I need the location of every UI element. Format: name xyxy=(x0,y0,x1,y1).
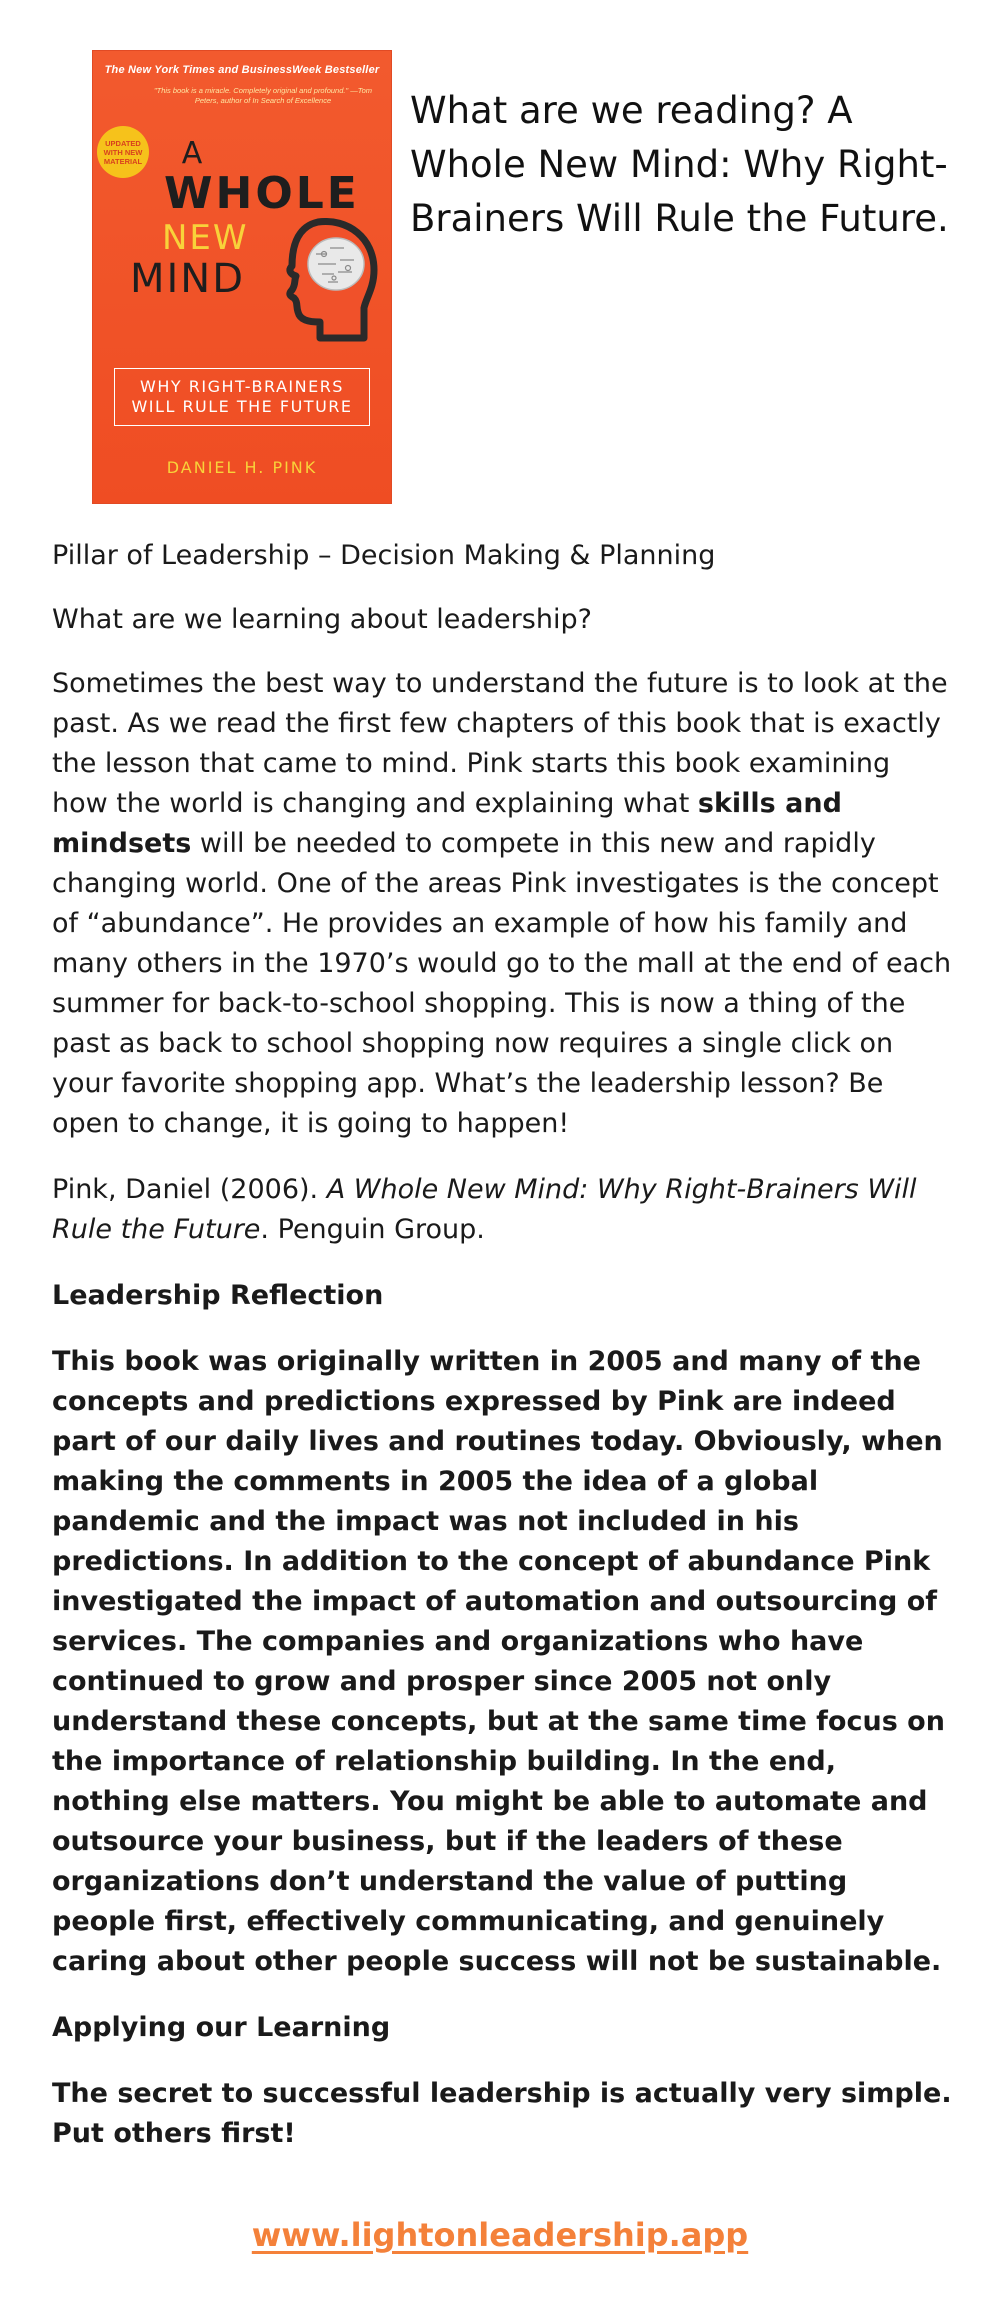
citation-author: Pink, Daniel (2006). xyxy=(52,1174,327,1205)
citation-publisher: . Penguin Group. xyxy=(260,1214,485,1245)
article-body xyxy=(52,536,952,2180)
applying-text: The secret to successful leadership is actually very simple. Put others first! xyxy=(52,2078,952,2149)
pillar-label: Pillar of Leadership – Decision Making & Planning xyxy=(52,540,716,571)
cover-bestseller-banner: The New York Times and BusinessWeek Bestseller xyxy=(104,64,380,76)
body-text-part1: Sometimes the best way to understand the future is to look at the past. As we read the first few chapters of this book that is exactly the lesson that came to mind. Pink starts this book examining how the world is changing and explaining what xyxy=(52,668,948,819)
cover-title-whole: WHOLE xyxy=(164,168,360,219)
body-paragraph xyxy=(52,664,952,1144)
cover-author: DANIEL H. PINK xyxy=(166,458,318,477)
website-link[interactable]: www.lightonleadership.app xyxy=(251,2216,749,2254)
head-profile-icon xyxy=(278,218,378,342)
citation xyxy=(52,1170,952,1250)
body-bold-phrase: skills and mindsets xyxy=(52,788,842,859)
cover-subtitle-box xyxy=(114,368,370,426)
book-cover-image xyxy=(92,50,392,504)
reflection-heading: Leadership Reflection xyxy=(52,1280,384,1311)
reflection-text: This book was originally written in 2005 and many of the concepts and predictions expressed by Pink are indeed part of our daily lives and routines today. Obviously, when making the comments in 2005 the idea of a global pandemic and the impact was not included in his predictions. In addition to the concept of abundance Pink investigated the impact of automation and outsourcing of services. The companies and organizations who have continued to grow and prosper since 2005 not only understand these concepts, but at the same time focus on the importance of relationship building. In the end, nothing else matters. You might be able to automate and outsource your business, but if the leaders of these organizations don’t understand the value of putting people first, effectively communicating, and genuinely caring about other people success will not be sustainable. xyxy=(52,1346,945,1977)
learning-question: What are we learning about leadership? xyxy=(52,604,592,635)
cover-title-new: NEW xyxy=(162,218,249,258)
page-title: What are we reading? A Whole New Mind: Why Right-Brainers Will Rule the Future. xyxy=(410,89,949,240)
cover-title-a: A xyxy=(181,136,203,171)
citation-title: A Whole New Mind: Why Right-Brainers Will Rule the Future xyxy=(52,1174,917,1245)
cover-subtitle-line2: WILL RULE THE FUTURE xyxy=(131,397,353,416)
applying-heading: Applying our Learning xyxy=(52,2012,391,2043)
cover-title-mind: MIND xyxy=(130,256,246,302)
cover-subtitle-line1: WHY RIGHT-BRAINERS xyxy=(140,377,344,396)
article-header xyxy=(0,0,1000,520)
cover-blurb: "This book is a miracle. Completely original and profound." —Tom Peters, author of In Search of Excellence xyxy=(153,86,373,105)
body-text-part2: will be needed to compete in this new and rapidly changing world. One of the areas Pink investigates is the concept of “abundance”. He provides an example of how his family and many others in the 1970’s would go to the mall at the end of each summer for back-to-school shopping. This is now a thing of the past as back to school shopping now requires a single click on your favorite shopping app. What’s the leadership lesson? Be open to change, it is going to happen! xyxy=(52,828,952,1139)
cover-updated-badge: UPDATED WITH NEW MATERIAL xyxy=(97,126,149,178)
